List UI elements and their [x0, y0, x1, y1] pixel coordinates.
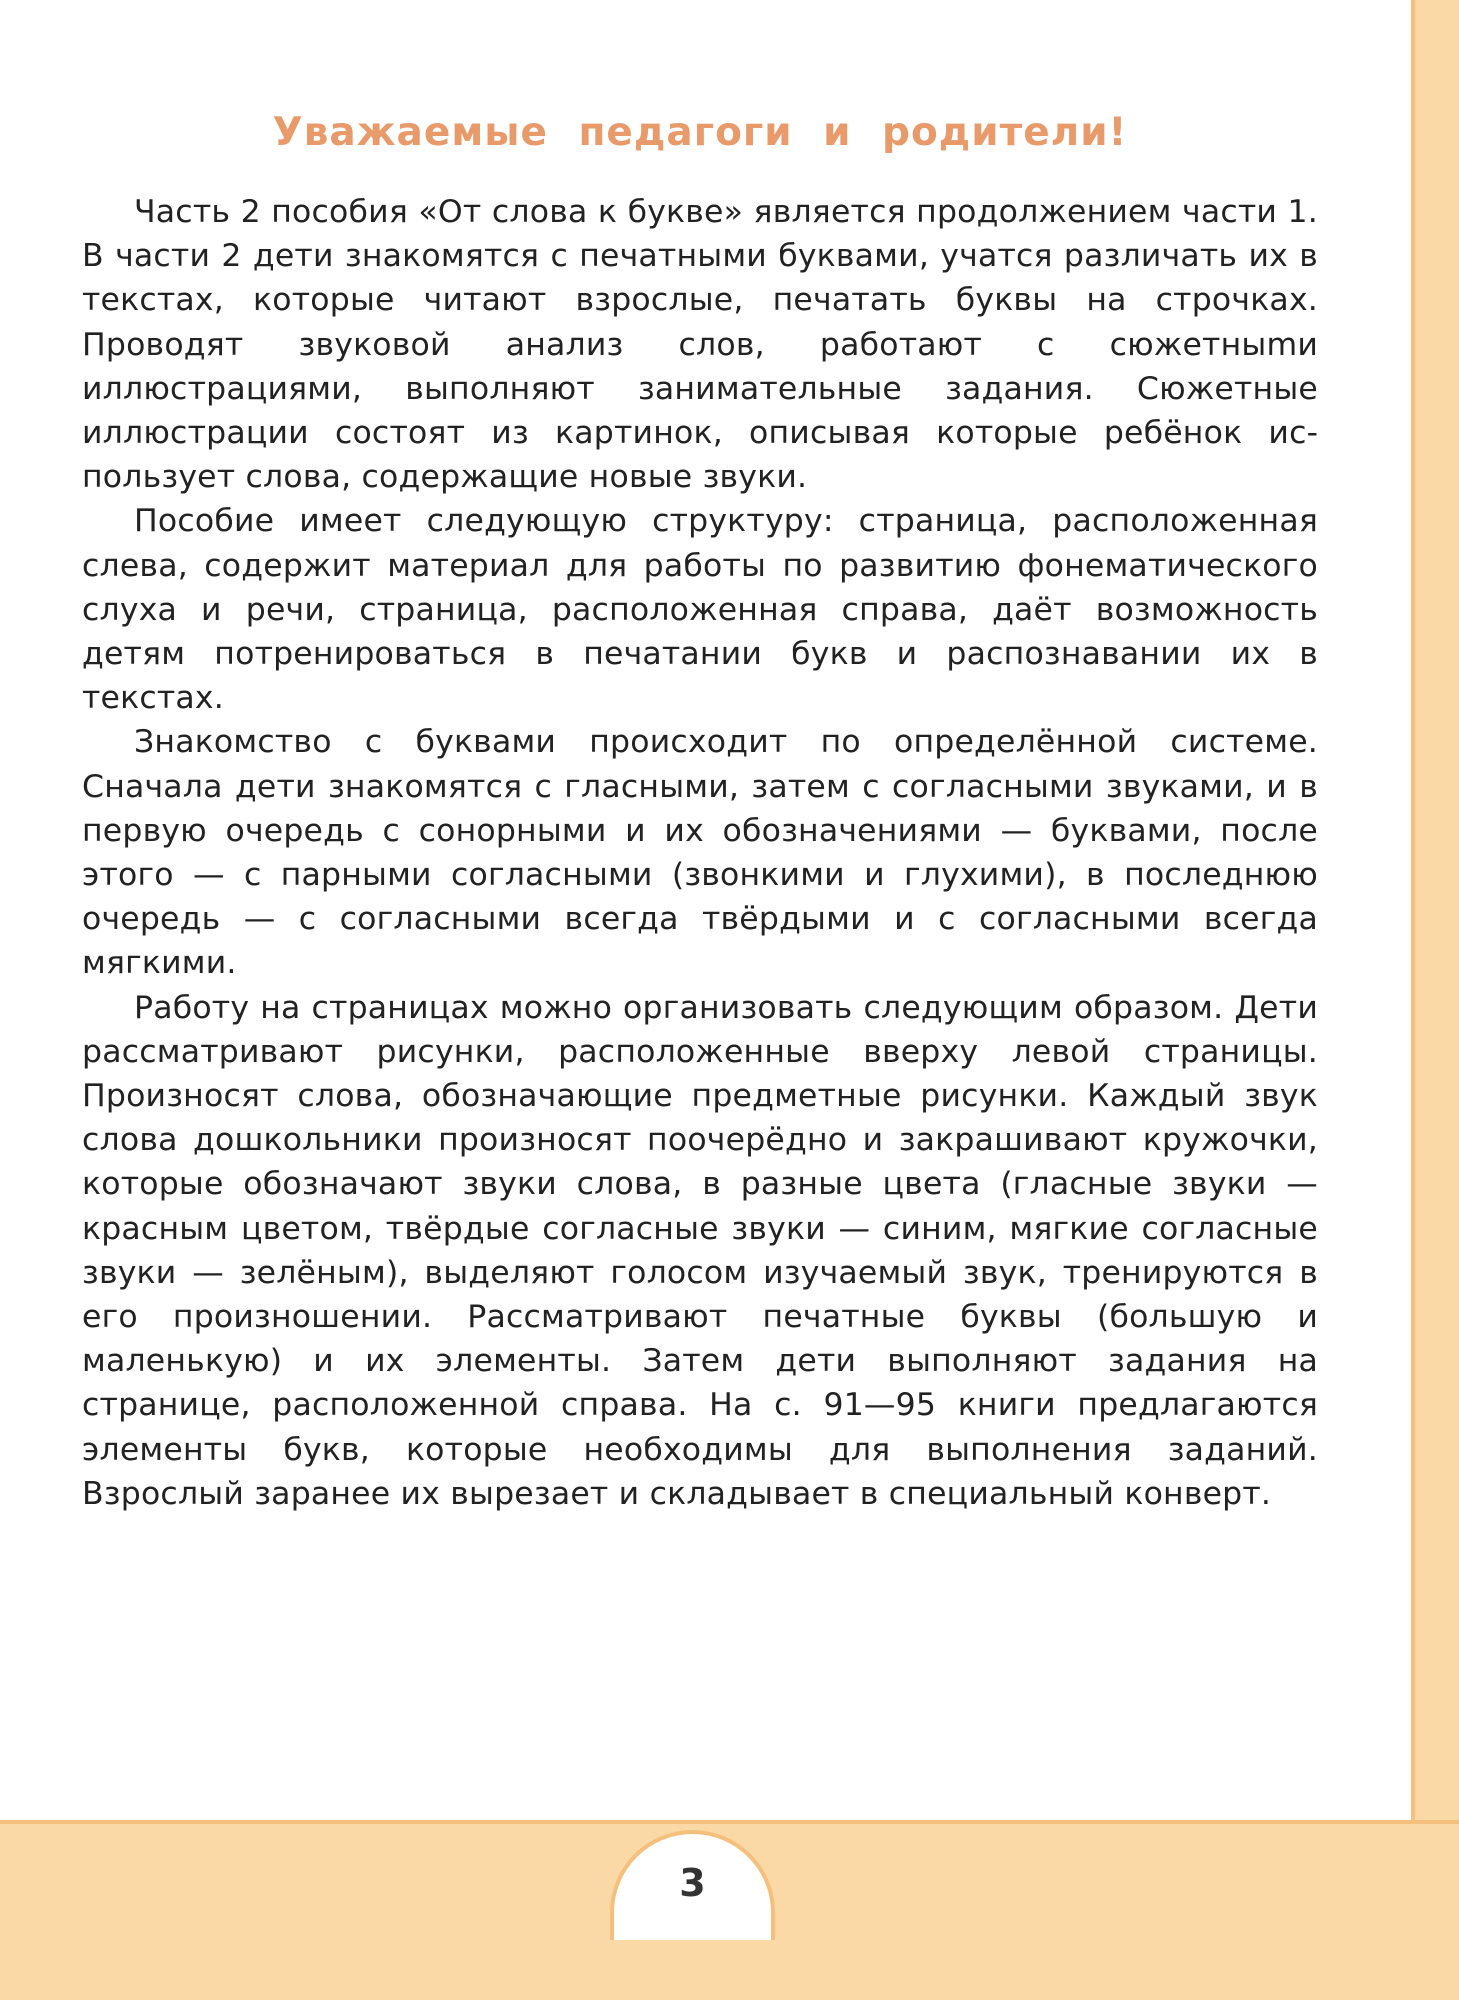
page-title: Уважаемые педагоги и родители!: [272, 110, 1128, 155]
paragraph: Часть 2 пособия «От слова к букве» является продолжением части 1. В части 2 дети знакомятся с печатными буквами, учатся различать их в текстах, которые читают взрослые, печатать буквы на строчках. Проводят звуковой анализ слов, работают с сюжетныmи иллюстрациями, выполняют занимательные задания. Сюжетные иллюстрации состоят из картинок, описывая которые ребёнок использует слова, содержащие новые звуки.: [82, 194, 1318, 496]
paragraph: Работу на страницах можно организовать следующим образом. Дети рассматривают рисунки, расположенные вверху левой страницы. Произносят слова, обозначающие предметные рисунки. Каждый звук слова дошкольники произносят поочерёдно и закрашивают кружочки, которые обозначают звуки слова, в разные цвета (гласные звуки — красным цветом, твёрдые согласные звуки — синим, мягкие согласные звуки — зелёным), выделяют голосом изучаемый звук, тренируются в его произношении. Рассматривают печатные буквы (большую и маленькую) и их элементы. Затем дети выполняют задания на странице, расположенной справа. На с. 91—95 книги предлагаются элементы букв, которые необходимы для выполнения заданий. Взрослый заранее их вырезает и складывает в специальный конверт.: [82, 989, 1318, 1512]
page-frame-right: [1411, 0, 1459, 2000]
paragraph: Знакомство с буквами происходит по определённой системе. Сначала дети знакомятся с гласными, затем с согласными звуками, и в первую очередь с сонорными и их обозначениями — буквами, после этого — с парными согласными (звонкими и глухими), в последнюю очередь — с согласными всегда твёрдыми и с согласными всегда мягкими.: [82, 724, 1318, 982]
page-number: 3: [679, 1861, 706, 1905]
body-text: [82, 190, 1318, 1516]
paragraph: Пособие имеет следующую структуру: страница, расположенная слева, содержит материал для работы по развитию фонематического слуха и речи, страница, расположенная справа, даёт возможность детям потренироваться в печатании букв и распознавании их в текстах.: [82, 503, 1318, 717]
